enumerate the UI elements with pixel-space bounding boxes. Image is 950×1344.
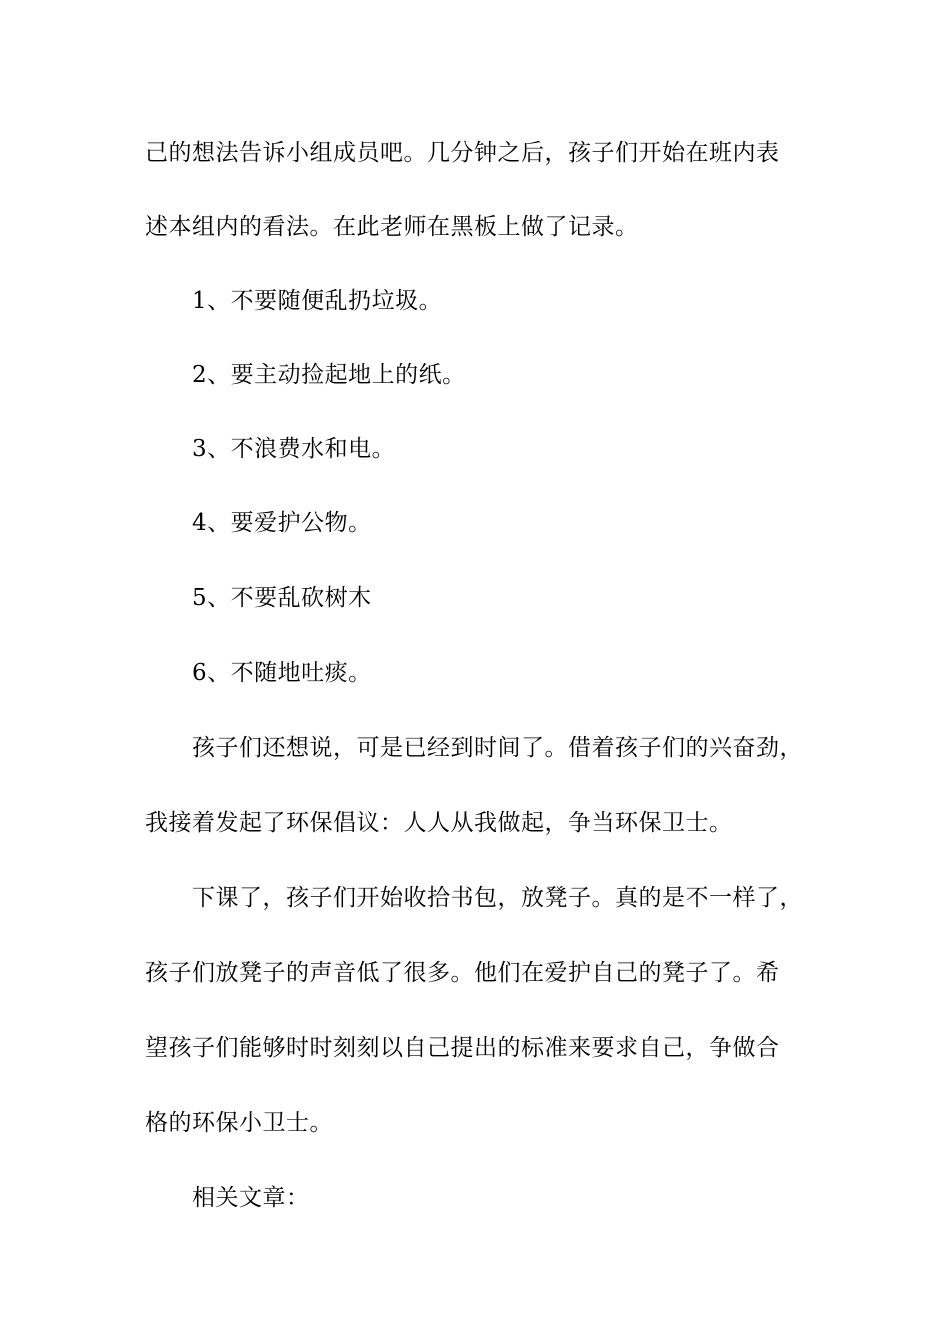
list-item: 2、要主动捡起地上的纸。 bbox=[192, 362, 466, 388]
list-item: 5、不要乱砍树木 bbox=[192, 585, 372, 611]
paragraph-line: 格的环保小卫士。 bbox=[145, 1110, 333, 1136]
list-item: 4、要爱护公物。 bbox=[192, 510, 372, 536]
list-item: 6、不随地吐痰。 bbox=[192, 660, 372, 686]
related-articles-heading: 相关文章： bbox=[192, 1185, 310, 1211]
paragraph-line: 孩子们放凳子的声音低了很多。他们在爱护自己的凳子了。希 bbox=[145, 960, 780, 986]
list-item: 3、不浪费水和电。 bbox=[192, 436, 396, 462]
paragraph-line: 述本组内的看法。在此老师在黑板上做了记录。 bbox=[145, 214, 639, 240]
paragraph-line: 己的想法告诉小组成员吧。几分钟之后，孩子们开始在班内表 bbox=[145, 140, 780, 166]
paragraph-line: 我接着发起了环保倡议：人人从我做起，争当环保卫士。 bbox=[145, 810, 733, 836]
paragraph-line: 望孩子们能够时时刻刻以自己提出的标准来要求自己，争做合 bbox=[145, 1035, 780, 1061]
paragraph-line: 下课了，孩子们开始收拾书包，放凳子。真的是不一样了， bbox=[192, 885, 803, 911]
paragraph-line: 孩子们还想说，可是已经到时间了。借着孩子们的兴奋劲， bbox=[192, 735, 803, 761]
list-item: 1、不要随便乱扔垃圾。 bbox=[192, 288, 443, 314]
